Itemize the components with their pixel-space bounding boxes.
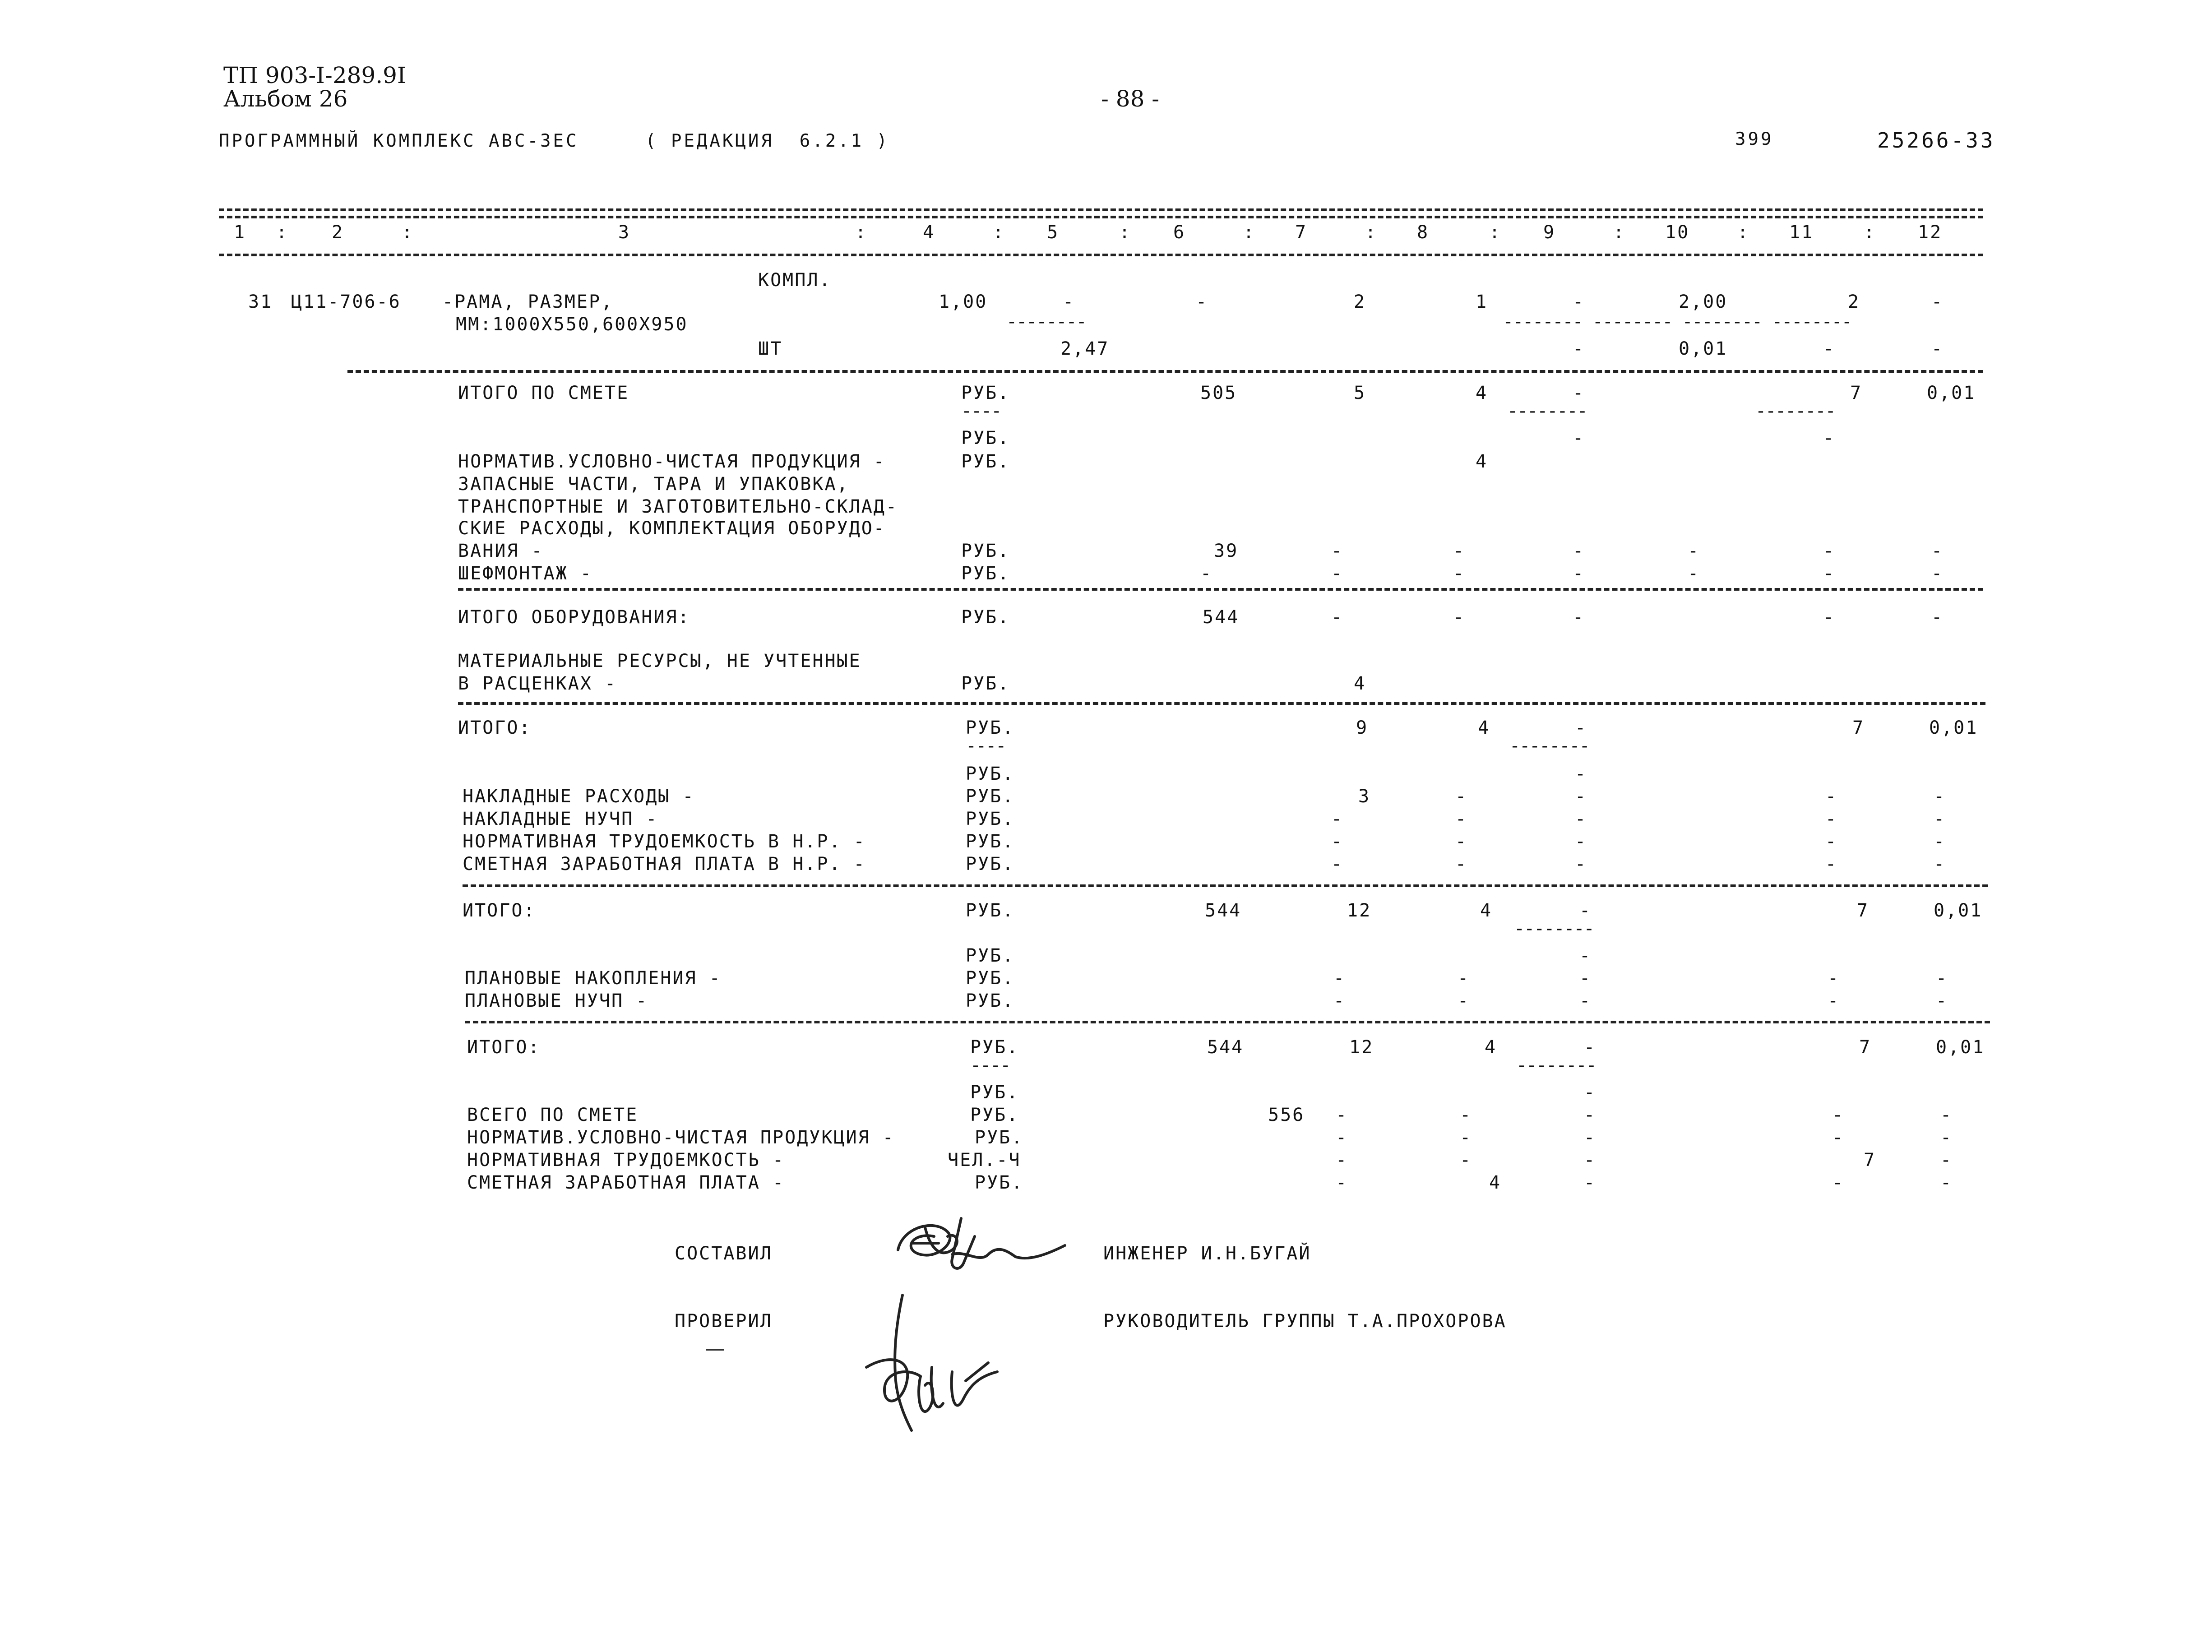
col6-value: 39	[1214, 541, 1239, 561]
item-name-line1: -РАМА, РАЗМЕР,	[442, 292, 614, 312]
col9-value: -	[1575, 786, 1587, 807]
col8-value: 4	[1476, 451, 1488, 472]
column-number: 11	[1789, 222, 1814, 243]
column-number: 3	[618, 222, 631, 243]
row-label: ИТОГО:	[458, 717, 532, 738]
col11-value: -	[1825, 854, 1838, 875]
col7-value: -	[1336, 1105, 1348, 1125]
col12-value: 0,01	[1929, 717, 1978, 738]
row-unit: РУБ.	[961, 607, 1010, 628]
row-unit-secondary: РУБ.	[966, 764, 1015, 784]
col11-value: 7	[1864, 1150, 1876, 1171]
row-label: НАКЛАДНЫЕ РАСХОДЫ -	[463, 786, 695, 807]
col12-value: -	[1940, 1150, 1953, 1171]
col11-value: -	[1832, 1172, 1845, 1193]
col6-value: 544	[1203, 607, 1240, 628]
row-label: ПЛАНОВЫЕ НАКОПЛЕНИЯ -	[465, 968, 722, 989]
col7-value: 4	[1354, 673, 1366, 694]
row-label-line: СКИЕ РАСХОДЫ, КОМПЛЕКТАЦИЯ ОБОРУДО-	[458, 518, 886, 539]
row-unit-secondary: РУБ.	[966, 945, 1015, 966]
item-col11: 2	[1848, 292, 1860, 312]
column-number: 12	[1918, 222, 1943, 243]
row-unit: РУБ.	[966, 831, 1015, 852]
col7-value: -	[1331, 607, 1344, 628]
row-label: ИТОГО:	[467, 1037, 541, 1058]
col8-value: 4	[1478, 717, 1490, 738]
col8-value: -	[1455, 831, 1468, 852]
underline-dashes: --------	[1755, 401, 1835, 421]
col9-secondary: -	[1584, 1082, 1597, 1103]
col6-value: 544	[1207, 1037, 1244, 1058]
col7-value: 3	[1358, 786, 1371, 807]
underline-dashes: --------	[1514, 918, 1594, 939]
col12-value: -	[1934, 854, 1946, 875]
row-unit: РУБ.	[975, 1172, 1024, 1193]
col7-value: 12	[1349, 1037, 1374, 1058]
column-number: 8	[1417, 222, 1430, 243]
underline-dashes: ----	[961, 401, 1001, 421]
col12-value: -	[1940, 1127, 1953, 1148]
column-divider: :	[993, 222, 1005, 243]
item-col5-secondary: 2,47	[1060, 338, 1110, 359]
col8-value: -	[1460, 1150, 1472, 1171]
row-label: ИТОГО ОБОРУДОВАНИЯ:	[458, 607, 690, 628]
col12-value: 0,01	[1934, 900, 1983, 921]
col8-value: -	[1460, 1127, 1472, 1148]
col11-secondary: -	[1823, 428, 1836, 449]
underline-dashes: -------- -------- -------- --------	[1503, 311, 1851, 332]
row-unit: РУБ.	[966, 786, 1015, 807]
item-col6: -	[1196, 292, 1208, 312]
col11-value: 7	[1859, 1037, 1872, 1058]
underline-dashes: --------	[1516, 1055, 1596, 1076]
col7-value: -	[1336, 1150, 1348, 1171]
col7-value: -	[1331, 831, 1344, 852]
item-unit-bottom: ШТ	[758, 338, 783, 359]
edition: ( РЕДАКЦИЯ 6.2.1 )	[645, 131, 890, 151]
row-unit: РУБ.	[961, 451, 1010, 472]
item-col5: -	[1063, 292, 1075, 312]
col9-value: -	[1584, 1127, 1597, 1148]
checked-by: РУКОВОДИТЕЛЬ ГРУППЫ Т.А.ПРОХОРОВА	[1103, 1311, 1507, 1332]
row-label-line: ВАНИЯ -	[458, 541, 544, 561]
separator-line	[219, 216, 1983, 218]
row-label: СМЕТНАЯ ЗАРАБОТНАЯ ПЛАТА В Н.Р. -	[463, 854, 866, 875]
col7-value: -	[1336, 1127, 1348, 1148]
col11-value: -	[1823, 607, 1836, 628]
row-unit: РУБ.	[961, 673, 1010, 694]
handwritten-signature-icon	[853, 1286, 1033, 1435]
row-label: ИТОГО:	[463, 900, 536, 921]
col11-value: -	[1825, 831, 1838, 852]
col11-value: -	[1828, 968, 1840, 989]
row-unit: РУБ.	[970, 1037, 1019, 1058]
column-divider: :	[1613, 222, 1626, 243]
row-unit: РУБ.	[966, 717, 1015, 738]
item-col10-secondary: 0,01	[1679, 338, 1728, 359]
separator-line	[463, 884, 1988, 887]
checked-label: ПРОВЕРИЛ	[675, 1311, 773, 1332]
col9-value: -	[1573, 607, 1585, 628]
col12-value: 0,01	[1936, 1037, 1985, 1058]
album-label: Альбом 26	[223, 86, 348, 112]
column-number: 9	[1543, 222, 1556, 243]
item-col10: 2,00	[1679, 292, 1728, 312]
col8-value: -	[1458, 968, 1470, 989]
col7-value: -	[1331, 541, 1344, 561]
column-divider: :	[1864, 222, 1876, 243]
col9-value: -	[1575, 831, 1587, 852]
col9-value: -	[1575, 717, 1587, 738]
col8-value: -	[1458, 990, 1470, 1011]
column-number: 5	[1047, 222, 1060, 243]
col12-value: -	[1931, 541, 1944, 561]
col9-value: -	[1584, 1037, 1597, 1058]
column-divider: :	[402, 222, 414, 243]
col11-value: -	[1825, 809, 1838, 829]
item-name-line2: ММ:1000Х550,600Х950	[456, 314, 688, 335]
item-col11-secondary: -	[1823, 338, 1836, 359]
col8-value: -	[1453, 563, 1466, 584]
col8-value: -	[1455, 786, 1468, 807]
column-number: 2	[332, 222, 344, 243]
compiled-label: СОСТАВИЛ	[675, 1243, 773, 1264]
col6-value: 505	[1200, 383, 1237, 403]
separator-line	[458, 702, 1985, 705]
col12-value: -	[1934, 786, 1946, 807]
column-divider: :	[1119, 222, 1132, 243]
row-unit: РУБ.	[966, 990, 1015, 1011]
item-quantity: 1,00	[939, 292, 988, 312]
column-divider: :	[1737, 222, 1750, 243]
separator-line	[465, 1021, 1990, 1023]
col8-value: -	[1455, 809, 1468, 829]
separator-line	[458, 588, 1983, 591]
col11-value: 7	[1850, 383, 1863, 403]
short-dash	[706, 1349, 724, 1351]
col11-value: -	[1832, 1127, 1845, 1148]
row-label: ВСЕГО ПО СМЕТЕ	[467, 1105, 639, 1125]
col8-value: 4	[1480, 900, 1493, 921]
item-position: 31	[248, 292, 273, 312]
row-label-line: МАТЕРИАЛЬНЫЕ РЕСУРСЫ, НЕ УЧТЕННЫЕ	[458, 651, 861, 671]
row-label: НОРМАТИВ.УСЛОВНО-ЧИСТАЯ ПРОДУКЦИЯ -	[458, 451, 886, 472]
col12-value: -	[1936, 990, 1948, 1011]
col11-value: 7	[1852, 717, 1865, 738]
col9-value: -	[1579, 990, 1592, 1011]
separator-line	[219, 208, 1983, 211]
col7-value: 12	[1347, 900, 1372, 921]
row-unit: РУБ.	[975, 1127, 1024, 1148]
row-label: ШЕФМОНТАЖ -	[458, 563, 592, 584]
col8-value: -	[1453, 541, 1466, 561]
column-number: 10	[1665, 222, 1690, 243]
row-label: ИТОГО ПО СМЕТЕ	[458, 383, 629, 403]
col7-value: -	[1333, 968, 1346, 989]
row-unit: РУБ.	[961, 563, 1010, 584]
col11-value: -	[1823, 541, 1836, 561]
column-divider: :	[276, 222, 289, 243]
col12-value: -	[1940, 1105, 1953, 1125]
handwritten-signature-icon	[884, 1200, 1074, 1300]
row-unit: РУБ.	[961, 541, 1010, 561]
col9-value: -	[1575, 854, 1587, 875]
column-number: 6	[1173, 222, 1186, 243]
col7-value: -	[1331, 563, 1344, 584]
col12-value: -	[1931, 563, 1944, 584]
col7-value: -	[1336, 1172, 1348, 1193]
col9-value: -	[1584, 1172, 1597, 1193]
underline-dashes: --------	[1507, 401, 1587, 421]
col9-secondary: -	[1579, 945, 1592, 966]
underline-dashes: ----	[970, 1055, 1010, 1076]
item-col12: -	[1931, 292, 1944, 312]
col9-secondary: -	[1573, 428, 1585, 449]
item-col9-secondary: -	[1573, 338, 1585, 359]
sheet-number: 399	[1735, 129, 1774, 149]
compiled-by: ИНЖЕНЕР И.Н.БУГАЙ	[1103, 1243, 1311, 1264]
col12-value: 0,01	[1927, 383, 1976, 403]
col8-value: 4	[1476, 383, 1488, 403]
col7-value: 5	[1354, 383, 1366, 403]
col11-value: -	[1825, 786, 1838, 807]
page-number: - 88 -	[1101, 86, 1160, 112]
col9-value: -	[1575, 809, 1587, 829]
col9-value: -	[1573, 563, 1585, 584]
col9-secondary: -	[1575, 764, 1587, 784]
row-label: НАКЛАДНЫЕ НУЧП -	[463, 809, 658, 829]
row-unit: РУБ.	[966, 900, 1015, 921]
column-divider: :	[1243, 222, 1256, 243]
col6-value: -	[1200, 563, 1213, 584]
col12-value: -	[1934, 831, 1946, 852]
row-unit: РУБ.	[961, 383, 1010, 403]
row-label: НОРМАТИВ.УСЛОВНО-ЧИСТАЯ ПРОДУКЦИЯ -	[467, 1127, 895, 1148]
underline-dashes: --------	[1006, 311, 1086, 332]
row-label-line: ЗАПАСНЫЕ ЧАСТИ, ТАРА И УПАКОВКА,	[458, 474, 849, 495]
col8-value: -	[1453, 607, 1466, 628]
item-col12-secondary: -	[1931, 338, 1944, 359]
col10-value: -	[1688, 541, 1700, 561]
row-label: ПЛАНОВЫЕ НУЧП -	[465, 990, 648, 1011]
underline-dashes: ----	[966, 736, 1006, 756]
col6-value: 556	[1268, 1105, 1305, 1125]
col12-value: -	[1936, 968, 1948, 989]
column-divider: :	[1365, 222, 1378, 243]
column-divider: :	[1489, 222, 1502, 243]
column-number: 4	[923, 222, 935, 243]
col8-value: -	[1460, 1105, 1472, 1125]
row-unit: РУБ.	[966, 968, 1015, 989]
row-unit: ЧЕЛ.-Ч	[948, 1150, 1021, 1171]
col12-value: -	[1940, 1172, 1953, 1193]
document-number: 25266-33	[1877, 128, 1995, 153]
col12-value: -	[1931, 607, 1944, 628]
col9-value: -	[1584, 1150, 1597, 1171]
item-unit-top: КОМПЛ.	[758, 270, 832, 291]
item-col8: 1	[1476, 292, 1488, 312]
item-col9: -	[1573, 292, 1585, 312]
row-label-line: ТРАНСПОРТНЫЕ И ЗАГОТОВИТЕЛЬНО-СКЛАД-	[458, 496, 898, 517]
row-unit: РУБ.	[966, 809, 1015, 829]
col10-value: -	[1688, 563, 1700, 584]
separator-line	[347, 370, 1983, 373]
col7-value: -	[1331, 809, 1344, 829]
col9-value: -	[1573, 383, 1585, 403]
row-label: НОРМАТИВНАЯ ТРУДОЕМКОСТЬ В Н.Р. -	[463, 831, 866, 852]
col7-value: 9	[1356, 717, 1369, 738]
column-number: 1	[234, 222, 246, 243]
col8-value: -	[1455, 854, 1468, 875]
separator-line	[219, 254, 1983, 256]
program-name: ПРОГРАММНЫЙ КОМПЛЕКС АВС-3ЕС	[219, 131, 579, 151]
col8-value: 4	[1485, 1037, 1497, 1058]
col9-value: -	[1579, 968, 1592, 989]
row-unit-secondary: РУБ.	[961, 428, 1010, 449]
row-label: НОРМАТИВНАЯ ТРУДОЕМКОСТЬ -	[467, 1150, 785, 1171]
row-unit: РУБ.	[966, 854, 1015, 875]
col11-value: -	[1832, 1105, 1845, 1125]
underline-dashes: --------	[1509, 736, 1589, 756]
col11-value: -	[1823, 563, 1836, 584]
column-divider: :	[855, 222, 868, 243]
col8-value: 4	[1489, 1172, 1502, 1193]
row-label-line: В РАСЦЕНКАХ -	[458, 673, 617, 694]
document-code: ТП 903-I-289.9I	[223, 62, 406, 88]
row-unit: РУБ.	[970, 1105, 1019, 1125]
col12-value: -	[1934, 809, 1946, 829]
col7-value: -	[1333, 990, 1346, 1011]
col11-value: 7	[1857, 900, 1870, 921]
row-unit-secondary: РУБ.	[970, 1082, 1019, 1103]
col7-value: -	[1331, 854, 1344, 875]
row-label: СМЕТНАЯ ЗАРАБОТНАЯ ПЛАТА -	[467, 1172, 785, 1193]
col11-value: -	[1828, 990, 1840, 1011]
col6-value: 544	[1205, 900, 1242, 921]
col9-value: -	[1573, 541, 1585, 561]
column-number: 7	[1295, 222, 1308, 243]
item-code: Ц11-706-6	[291, 292, 401, 312]
item-col7: 2	[1354, 292, 1366, 312]
col9-value: -	[1584, 1105, 1597, 1125]
col9-value: -	[1579, 900, 1592, 921]
